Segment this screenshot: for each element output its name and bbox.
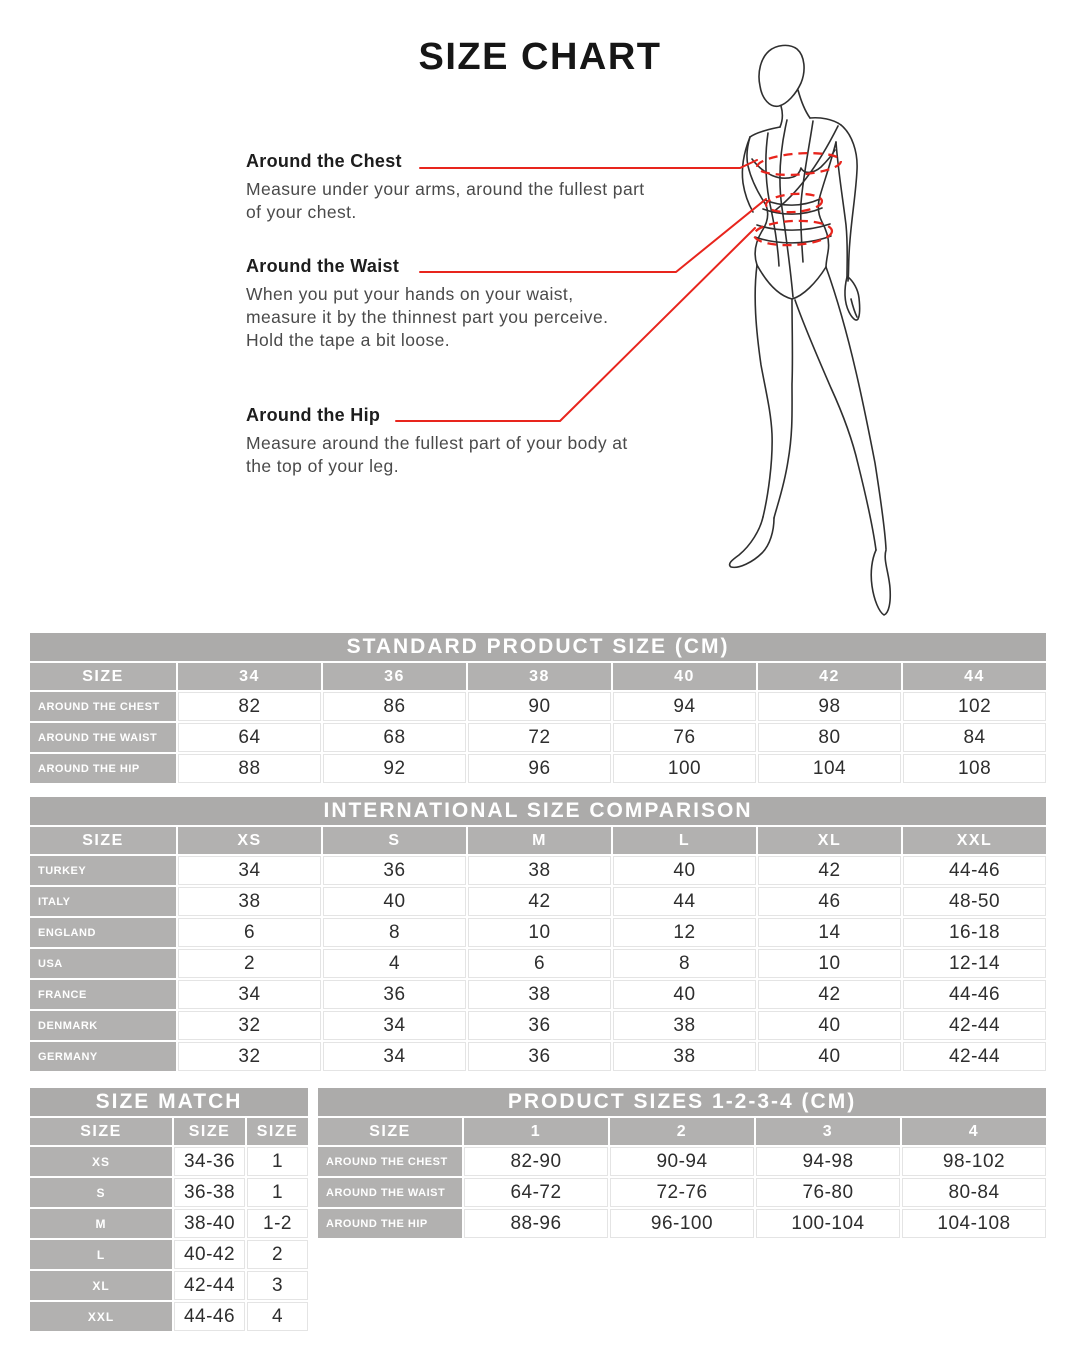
size-value: 40: [613, 856, 756, 885]
table-row: [30, 1147, 308, 1176]
size-value: 40-42: [174, 1240, 245, 1269]
size-value: 100-104: [756, 1209, 900, 1238]
size-value: 38-40: [174, 1209, 245, 1238]
chest-measure-ellipse: [756, 151, 841, 178]
table-title: STANDARD PRODUCT SIZE (CM): [30, 633, 1046, 661]
row-label: FRANCE: [30, 980, 176, 1009]
table-row: [30, 1011, 1046, 1040]
size-value: 44: [613, 887, 756, 916]
size-value: 38: [178, 887, 321, 916]
table-title: SIZE MATCH: [30, 1088, 308, 1116]
row-label: AROUND THE CHEST: [30, 692, 176, 721]
size-value: 80-84: [902, 1178, 1046, 1207]
row-label: L: [30, 1240, 172, 1269]
size-value: 34: [178, 856, 321, 885]
header-cell: 1: [464, 1118, 608, 1145]
size-value: 42-44: [903, 1042, 1046, 1071]
row-label: ITALY: [30, 887, 176, 916]
size-value: 32: [178, 1042, 321, 1071]
international-size-comparison-table: [28, 795, 1048, 1073]
size-value: 2: [247, 1240, 308, 1269]
annotation-waist-body: When you put your hands on your waist, measure it by the thinnest part you perceive. Hold the tape a bit loose.: [246, 284, 609, 350]
row-label: GERMANY: [30, 1042, 176, 1071]
size-value: 38: [613, 1042, 756, 1071]
figure-shoulder-right: [810, 118, 841, 125]
table-row: [30, 692, 1046, 721]
size-value: 38: [613, 1011, 756, 1040]
size-value: 96: [468, 754, 611, 783]
size-value: 42-44: [903, 1011, 1046, 1040]
size-value: 104-108: [902, 1209, 1046, 1238]
size-value: 36-38: [174, 1178, 245, 1207]
header-cell: 38: [468, 663, 611, 690]
header-cell: XL: [758, 827, 901, 854]
size-value: 36: [323, 980, 466, 1009]
header-cell: 2: [610, 1118, 754, 1145]
header-cell: XXL: [903, 827, 1046, 854]
row-label: AROUND THE HIP: [318, 1209, 462, 1238]
size-value: 82-90: [464, 1147, 608, 1176]
size-value: 46: [758, 887, 901, 916]
standard-product-size-table: [28, 631, 1048, 785]
header-cell: S: [323, 827, 466, 854]
table-row: [30, 949, 1046, 978]
size-value: 12: [613, 918, 756, 947]
figure-leg-right-outer: [826, 267, 886, 549]
header-cell: SIZE: [30, 663, 176, 690]
header-cell: M: [468, 827, 611, 854]
table-row: [318, 1178, 1046, 1207]
size-value: 48-50: [903, 887, 1046, 916]
figure-neck-front: [780, 106, 782, 127]
annotation-waist-title: Around the Waist: [246, 256, 400, 276]
header-cell: 4: [902, 1118, 1046, 1145]
size-value: 34-36: [174, 1147, 245, 1176]
figure-center-seam: [780, 120, 793, 297]
table-row: [30, 980, 1046, 1009]
size-value: 6: [178, 918, 321, 947]
figure-finger-line: [851, 299, 857, 317]
header-cell: SIZE: [318, 1118, 462, 1145]
size-value: 42: [758, 980, 901, 1009]
row-label: DENMARK: [30, 1011, 176, 1040]
table-row: [30, 754, 1046, 783]
size-value: 3: [247, 1271, 308, 1300]
size-value: 10: [468, 918, 611, 947]
figure-leg-right-inner: [795, 300, 876, 550]
size-value: 10: [758, 949, 901, 978]
header-cell: 34: [178, 663, 321, 690]
figure-foot-left: [730, 517, 774, 567]
annotation-chest-title: Around the Chest: [246, 151, 402, 171]
table-row: [30, 1178, 308, 1207]
table-row: [30, 1271, 308, 1300]
size-value: 4: [247, 1302, 308, 1331]
header-cell: 40: [613, 663, 756, 690]
size-value: 1: [247, 1147, 308, 1176]
figure-leg-left-outer: [755, 265, 772, 517]
size-value: 94: [613, 692, 756, 721]
size-value: 72-76: [610, 1178, 754, 1207]
size-value: 16-18: [903, 918, 1046, 947]
product-sizes-table: [316, 1086, 1048, 1240]
size-value: 40: [613, 980, 756, 1009]
size-value: 98: [758, 692, 901, 721]
size-value: 34: [323, 1011, 466, 1040]
size-value: 96-100: [610, 1209, 754, 1238]
table-title: PRODUCT SIZES 1-2-3-4 (CM): [318, 1088, 1046, 1116]
size-value: 36: [468, 1011, 611, 1040]
header-cell: L: [613, 827, 756, 854]
size-value: 76: [613, 723, 756, 752]
size-value: 34: [323, 1042, 466, 1071]
size-value: 102: [903, 692, 1046, 721]
figure-hand-right: [845, 277, 860, 320]
size-value: 90-94: [610, 1147, 754, 1176]
size-value: 40: [758, 1042, 901, 1071]
header-cell: SIZE: [174, 1118, 245, 1145]
size-value: 42-44: [174, 1271, 245, 1300]
size-value: 40: [758, 1011, 901, 1040]
size-value: 104: [758, 754, 901, 783]
size-value: 34: [178, 980, 321, 1009]
table-row: [30, 1042, 1046, 1071]
header-cell: 3: [756, 1118, 900, 1145]
size-value: 44-46: [174, 1302, 245, 1331]
figure-left-seam: [766, 133, 779, 266]
annotation-chest: [246, 152, 646, 224]
size-value: 68: [323, 723, 466, 752]
size-value: 72: [468, 723, 611, 752]
size-value: 84: [903, 723, 1046, 752]
size-value: 4: [323, 949, 466, 978]
row-label: AROUND THE HIP: [30, 754, 176, 783]
size-value: 64-72: [464, 1178, 608, 1207]
header-cell: XS: [178, 827, 321, 854]
header-cell: SIZE: [30, 827, 176, 854]
table-row: [30, 918, 1046, 947]
size-value: 42: [468, 887, 611, 916]
row-label: AROUND THE WAIST: [318, 1178, 462, 1207]
size-value: 32: [178, 1011, 321, 1040]
size-value: 14: [758, 918, 901, 947]
header-cell: 42: [758, 663, 901, 690]
size-value: 1-2: [247, 1209, 308, 1238]
size-value: 86: [323, 692, 466, 721]
table-title: INTERNATIONAL SIZE COMPARISON: [30, 797, 1046, 825]
table-row: [318, 1147, 1046, 1176]
size-value: 12-14: [903, 949, 1046, 978]
size-value: 44-46: [903, 856, 1046, 885]
header-cell: SIZE: [30, 1118, 172, 1145]
row-label: XS: [30, 1147, 172, 1176]
croquis-line-art: [730, 45, 891, 615]
table-row: [30, 856, 1046, 885]
row-label: AROUND THE WAIST: [30, 723, 176, 752]
size-value: 82: [178, 692, 321, 721]
size-match-table: [28, 1086, 310, 1333]
annotation-hip-body: Measure around the fullest part of your body at the top of your leg.: [246, 433, 628, 476]
size-value: 42: [758, 856, 901, 885]
figure-waistband-top: [765, 199, 820, 205]
size-value: 92: [323, 754, 466, 783]
row-label: TURKEY: [30, 856, 176, 885]
row-label: USA: [30, 949, 176, 978]
figure-neck-back: [798, 90, 810, 118]
figure-hip-line-top: [757, 224, 830, 230]
header-cell: 44: [903, 663, 1046, 690]
row-label: ENGLAND: [30, 918, 176, 947]
figure-foot-right: [871, 550, 890, 615]
annotation-hip: [246, 406, 646, 478]
figure-shoulder-left: [750, 127, 780, 137]
table-row: [30, 723, 1046, 752]
size-value: 90: [468, 692, 611, 721]
size-value: 88-96: [464, 1209, 608, 1238]
size-value: 8: [323, 918, 466, 947]
size-value: 36: [323, 856, 466, 885]
table-row: [30, 1209, 308, 1238]
size-value: 88: [178, 754, 321, 783]
table-row: [30, 887, 1046, 916]
size-value: 36: [468, 1042, 611, 1071]
row-label: S: [30, 1178, 172, 1207]
row-label: XL: [30, 1271, 172, 1300]
size-value: 80: [758, 723, 901, 752]
size-value: 64: [178, 723, 321, 752]
table-row: [30, 1240, 308, 1269]
size-value: 76-80: [756, 1178, 900, 1207]
row-label: XXL: [30, 1302, 172, 1331]
annotation-chest-body: Measure under your arms, around the fullest part of your chest.: [246, 179, 645, 222]
size-value: 40: [323, 887, 466, 916]
annotation-hip-title: Around the Hip: [246, 405, 381, 425]
size-value: 38: [468, 980, 611, 1009]
size-value: 100: [613, 754, 756, 783]
size-value: 94-98: [756, 1147, 900, 1176]
size-value: 98-102: [902, 1147, 1046, 1176]
size-value: 8: [613, 949, 756, 978]
row-label: AROUND THE CHEST: [318, 1147, 462, 1176]
size-value: 6: [468, 949, 611, 978]
header-cell: 36: [323, 663, 466, 690]
size-value: 2: [178, 949, 321, 978]
size-value: 38: [468, 856, 611, 885]
size-value: 108: [903, 754, 1046, 783]
size-value: 1: [247, 1178, 308, 1207]
size-value: 44-46: [903, 980, 1046, 1009]
annotation-waist: [246, 257, 646, 352]
row-label: M: [30, 1209, 172, 1238]
header-cell: SIZE: [247, 1118, 308, 1145]
figure-leg-left-inner: [774, 299, 792, 518]
page-title: SIZE CHART: [418, 36, 662, 78]
table-row: [30, 1302, 308, 1331]
table-row: [318, 1209, 1046, 1238]
